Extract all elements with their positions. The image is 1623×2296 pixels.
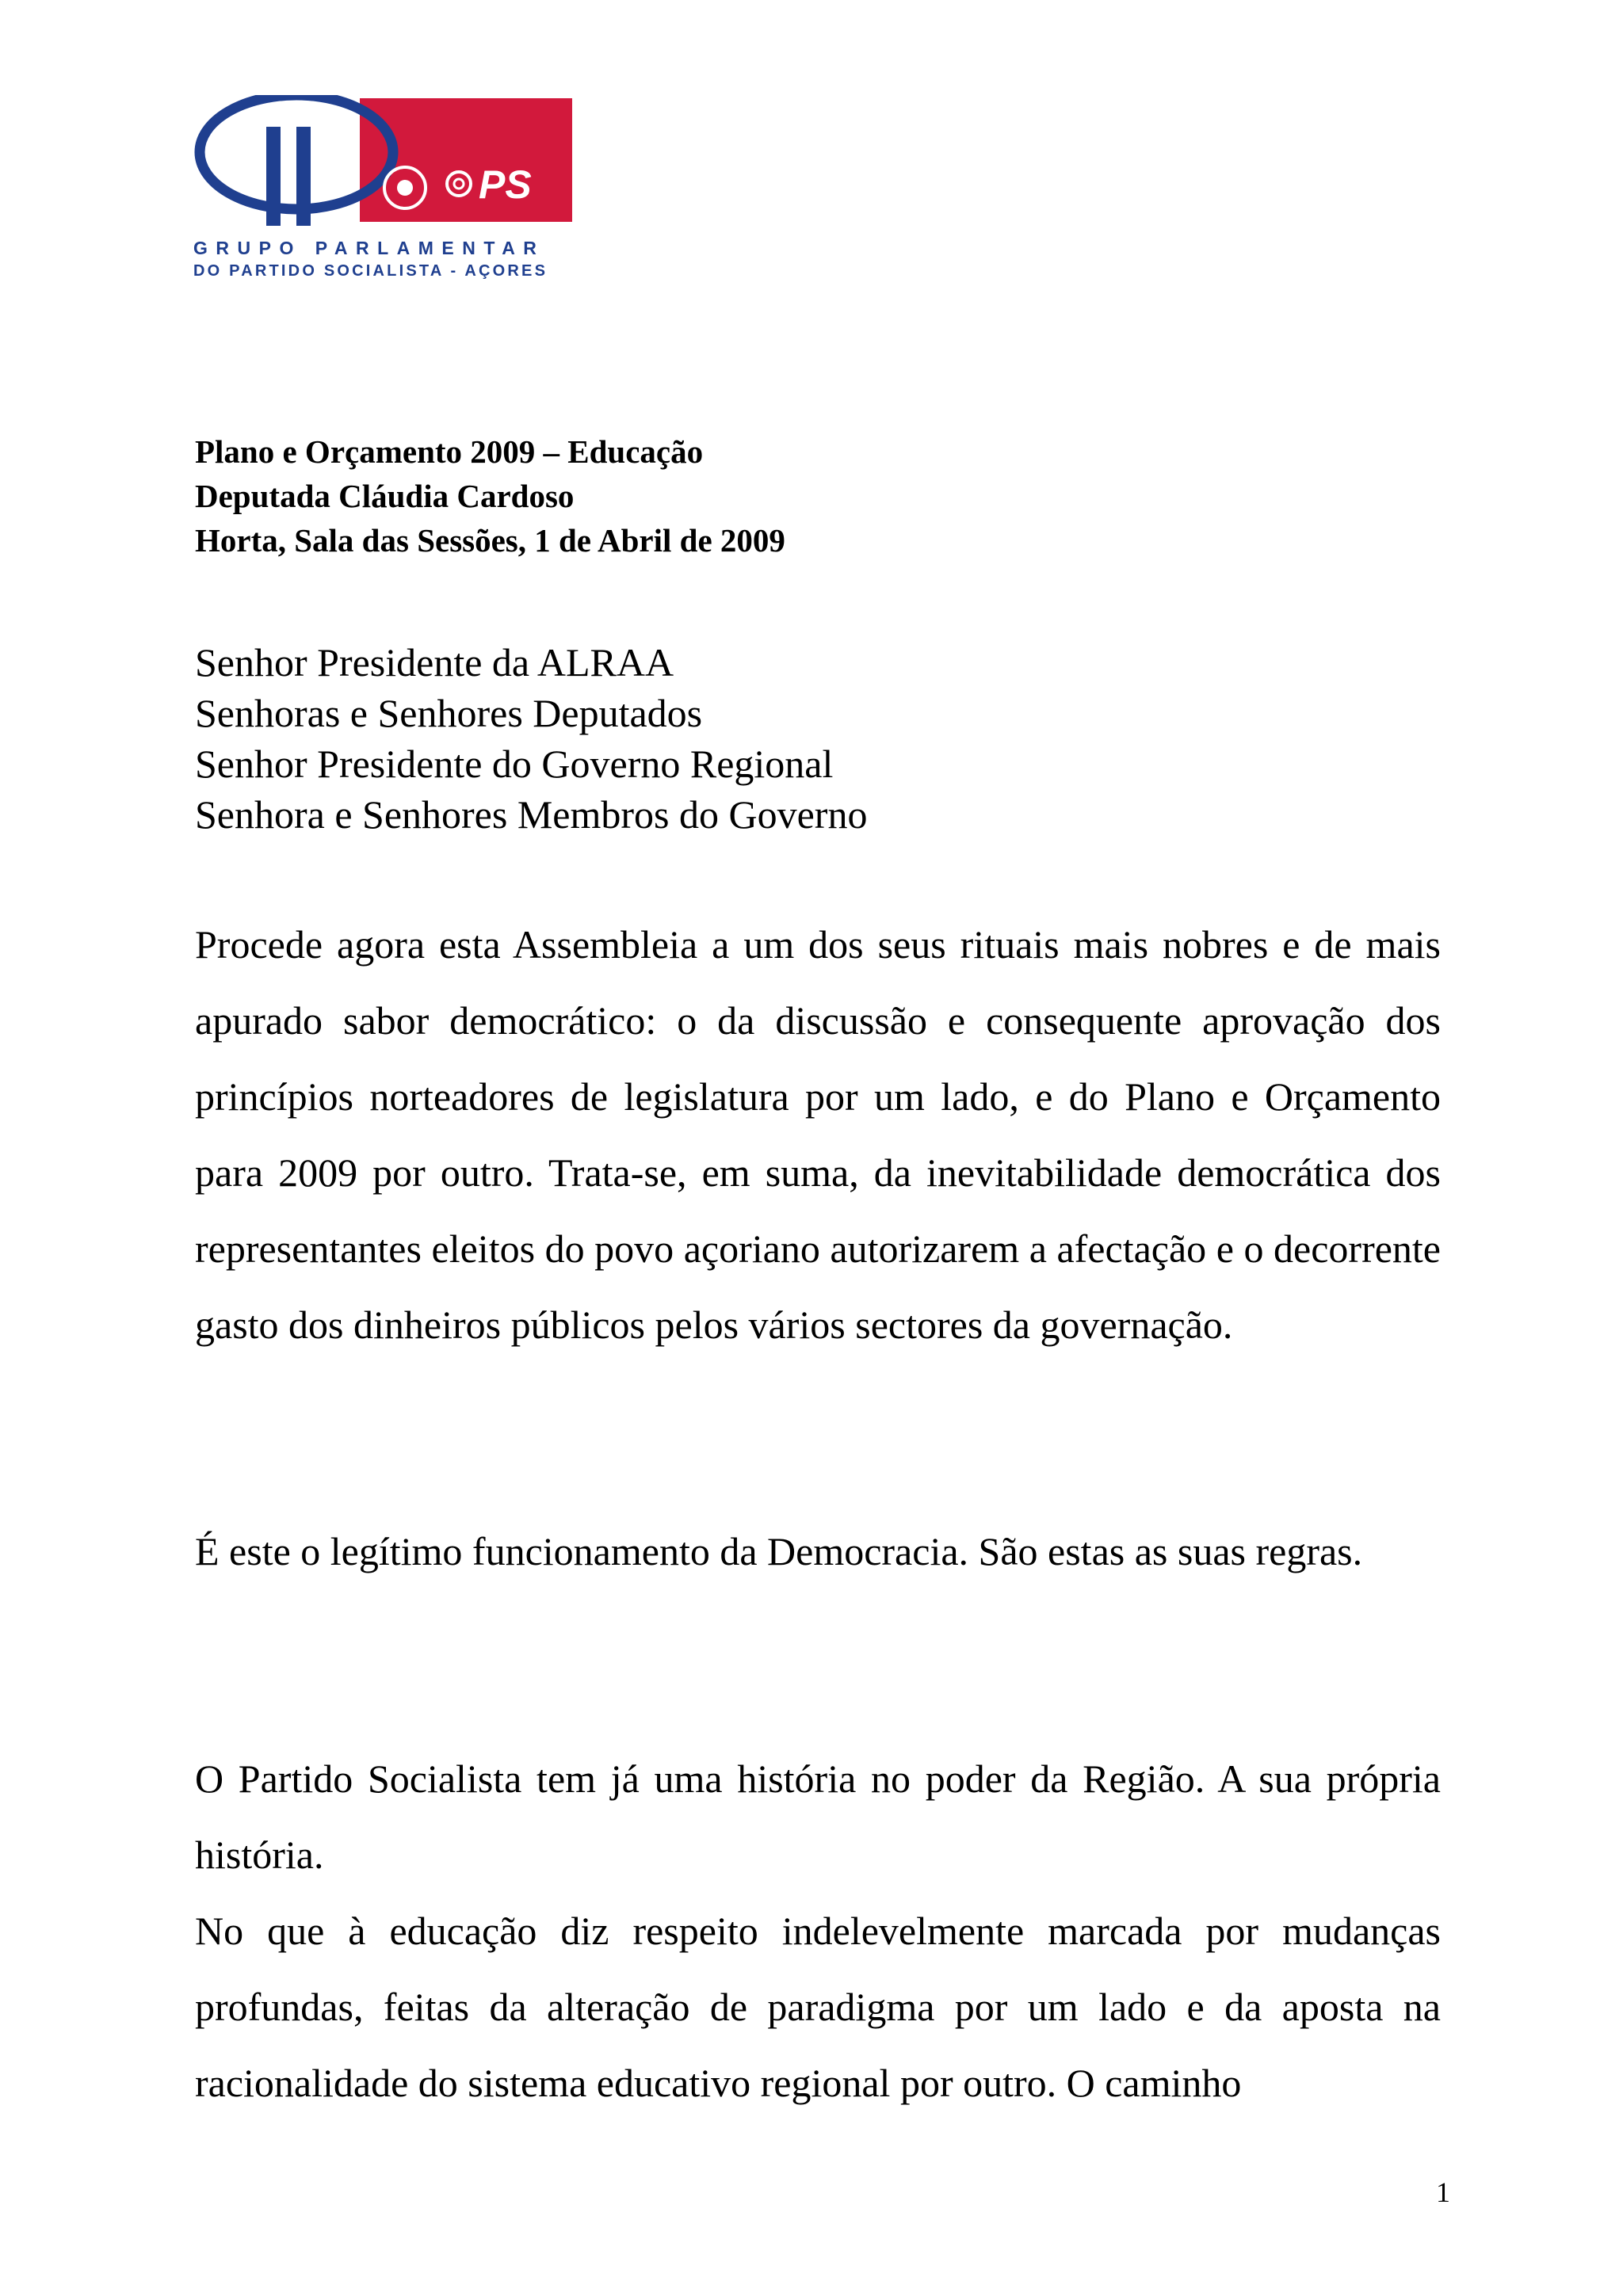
- body-paragraph: Procede agora esta Assembleia a um dos seus rituais mais nobres e de mais apurado sabor democrático: o da discussão e consequente aprovação dos princípios norteadores de legislatura por um lado, e do Plano e Orçamento para 2009 por outro. Trata-se, em suma, da inevitabilidade democrática dos representantes eleitos do povo açoriano autorizarem a afectação e o decorrente gasto dos dinheiros públicos pelos vários sectores da governação.: [195, 922, 1441, 1347]
- speaker-name: Deputada Cláudia Cardoso: [195, 478, 575, 514]
- ps-mark: PS: [479, 162, 532, 207]
- body-paragraph: É este o legítimo funcionamento da Democracia. São estas as suas regras.: [195, 1529, 1363, 1573]
- document-title: Plano e Orçamento 2009 – Educação: [195, 433, 704, 470]
- page-number: 1: [1436, 2176, 1450, 2208]
- document-header: [195, 429, 1463, 563]
- logo-stem-right: [296, 127, 311, 226]
- salutation-line: Senhora e Senhores Membros do Governo: [195, 792, 868, 837]
- body-paragraph: No que à educação diz respeito indelevelmente marcada por mudanças profundas, feitas da alteração de paradigma por um lado e da aposta na racionalidade do sistema educativo regional por outro. O caminho: [195, 1909, 1441, 2105]
- salutation-line: Senhoras e Senhores Deputados: [195, 691, 703, 735]
- salutation-line: Senhor Presidente do Governo Regional: [195, 742, 834, 786]
- body-paragraph: O Partido Socialista tem já uma história no poder da Região. A sua própria história.: [195, 1756, 1441, 1877]
- logo-stem-left: [266, 127, 281, 226]
- place-and-date: Horta, Sala das Sessões, 1 de Abril de 2009: [195, 522, 785, 559]
- logo-text-line2: DO PARTIDO SOCIALISTA - AÇORES: [193, 262, 548, 280]
- logo-text-line1: GRUPO PARLAMENTAR: [193, 238, 545, 258]
- salutation-line: Senhor Presidente da ALRAA: [195, 640, 674, 685]
- salutation-block: [195, 637, 1463, 840]
- party-logo: [193, 95, 574, 285]
- gp-ps-logo-graphic: [193, 95, 574, 230]
